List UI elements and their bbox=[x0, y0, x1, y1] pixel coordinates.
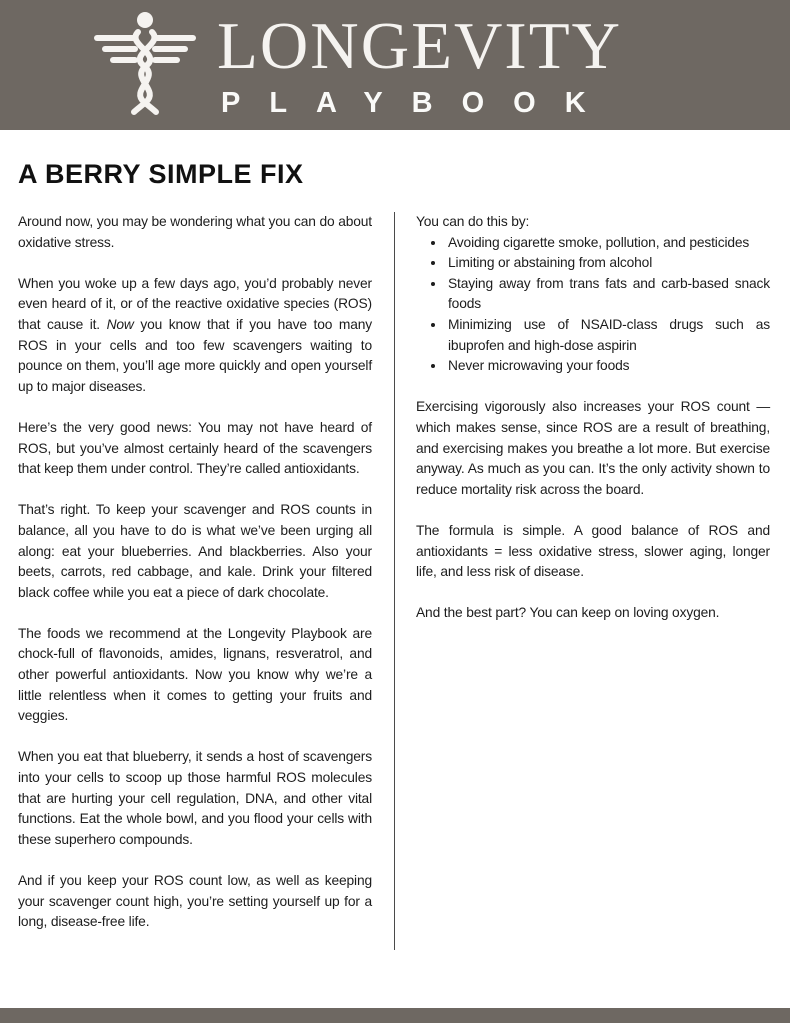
paragraph: Around now, you may be wondering what you can do about oxidative stress. bbox=[18, 214, 372, 250]
paragraph: The formula is simple. A good balance of ROS and antioxidants = less oxidative stress, slower aging, longer life, and less risk of disease. bbox=[416, 522, 770, 580]
list-item: • Minimizing use of NSAID-class drugs such as ibuprofen and high-dose aspirin bbox=[446, 315, 770, 356]
right-column bbox=[416, 212, 770, 950]
paragraph: The foods we recommend at the Longevity Playbook are chock-full of flavonoids, amides, lignans, resveratrol, and other powerful antioxidants. Now you know why we’re a little relentless when it comes to getting your fruits and veggies. bbox=[18, 625, 372, 724]
list-item: • Limiting or abstaining from alcohol bbox=[446, 253, 770, 274]
list-item: • Staying away from trans fats and carb-based snack foods bbox=[446, 274, 770, 315]
brand-title: LONGEVITY bbox=[217, 8, 623, 83]
article-columns bbox=[18, 212, 772, 950]
paragraph: And the best part? You can keep on loving oxygen. bbox=[416, 605, 720, 621]
left-column bbox=[18, 212, 372, 950]
brand-subtitle: PLAYBOOK bbox=[221, 86, 615, 119]
paragraph bbox=[18, 274, 372, 398]
paragraph: Here’s the very good news: You may not have heard of ROS, but you’ve almost certainly heard of the scavengers that keep them under control. They’re called antioxidants. bbox=[18, 419, 372, 477]
caduceus-icon bbox=[85, 8, 205, 122]
brand-wordmark bbox=[217, 8, 623, 120]
list-intro: You can do this by: bbox=[416, 214, 530, 229]
paragraph: That’s right. To keep your scavenger and ROS counts in balance, all you have to do is what we’ve been urging all along: eat your blueberries. And blackberries. Also your beets, carrots, red cabbage, and kale. Drink your filtered black coffee while you eat a piece of dark chocolate. bbox=[18, 502, 372, 600]
paragraph: Exercising vigorously also increases your ROS count — which makes sense, since ROS are a result of breathing, and exercising makes you breathe a lot more. But exercise anyway. As much as you can. It’s the only activity shown to reduce mortality risk across the board. bbox=[416, 399, 770, 497]
paragraph-text: When you woke up a few days ago, you’d probably never even heard of it, or of the reactive oxidative species (ROS) that cause it. bbox=[18, 275, 372, 332]
paragraph: When you eat that blueberry, it sends a host of scavengers into your cells to scoop up those harmful ROS molecules that are hurting your cell regulation, DNA, and other vital functions. Eat the whole bowl, and you flood your cells with these superhero compounds. bbox=[18, 749, 372, 847]
header-band bbox=[0, 0, 790, 130]
column-divider bbox=[394, 212, 395, 950]
list-item: • Never microwaving your foods bbox=[446, 356, 770, 377]
page-title: A BERRY SIMPLE FIX bbox=[18, 159, 304, 189]
bullet-list bbox=[416, 233, 770, 377]
paragraph-text: you know that if you have too many ROS in your cells and too few scavengers waiting to pounce on them, you’ll age more quickly and open yourself up to major diseases. bbox=[18, 316, 372, 394]
paragraph: And if you keep your ROS count low, as well as keeping your scavenger count high, you’re setting yourself up for a long, disease-free life. bbox=[18, 873, 372, 930]
list-item: • Avoiding cigarette smoke, pollution, and pesticides bbox=[446, 233, 770, 254]
paragraph-text-italic: Now bbox=[106, 316, 134, 332]
footer-band bbox=[0, 1008, 790, 1023]
